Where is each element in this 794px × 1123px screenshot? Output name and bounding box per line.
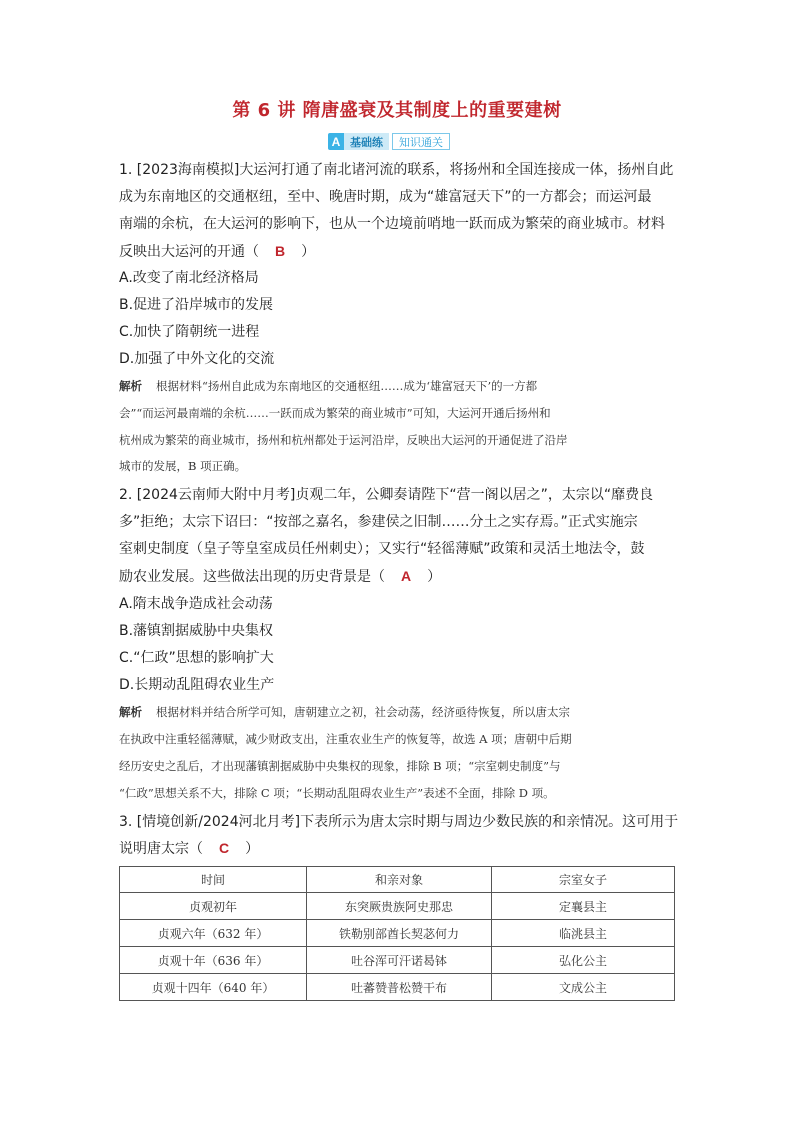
q1-line: 反映出大运河的开通（ [119,244,259,260]
table-cell: 贞观初年 [120,893,307,920]
q1-analysis-line [119,378,537,394]
table-cell: 吐蕃赞普松赞干布 [307,974,492,1001]
table-cell: 贞观六年（632 年） [120,920,307,947]
table-header: 和亲对象 [307,867,492,893]
q2-analysis-line: “仁政”思想关系不大，排除 C 项；“长期动乱阻碍农业生产”表述不全面，排除 D 项。 [119,786,555,800]
q2-answer: A [401,568,412,584]
q1-analysis-line: 城市的发展，B 项正确。 [119,459,247,473]
q2-analysis-label: 解析 [119,705,142,719]
q2-analysis-line [119,704,570,720]
q2-line: 室刺史制度（皇子等皇室成员任州刺史）；又实行“轻徭薄赋”政策和灵活土地法令，鼓 [119,541,645,557]
table-header-row [120,867,675,893]
table-header: 宗室女子 [492,867,675,893]
q2-option-a: A.隋末战争造成社会动荡 [119,596,273,612]
table-cell: 铁勒别部酋长契苾何力 [307,920,492,947]
table-row [120,947,675,974]
q1-line: 1. [2023海南模拟]大运河打通了南北诸河流的联系，将扬州和全国连接成一体，扬州自此 [119,162,674,178]
badge-label-basic: 基础练 [344,133,389,150]
q2-close: ） [427,569,442,585]
q2-line: 多”拒绝；太宗下诏曰：“按部之嘉名，参建侯之旧制……分土之实存焉。”正式实施宗 [119,514,638,530]
table-cell: 贞观十四年（640 年） [120,974,307,1001]
table-header: 时间 [120,867,307,893]
table-row [120,974,675,1001]
q1-analysis-line: 杭州成为繁荣的商业城市，扬州和杭州都处于运河沿岸，反映出大运河的开通促进了沿岸 [119,433,568,447]
q1-option-a: A.改变了南北经济格局 [119,270,259,286]
table-cell: 弘化公主 [492,947,675,974]
q1-analysis-line: 会”“而运河最南端的余杭……一跃而成为繁荣的商业城市”可知，大运河开通后扬州和 [119,406,551,420]
q1-analysis-label: 解析 [119,379,142,393]
q1-option-d: D.加强了中外文化的交流 [119,351,275,367]
badge-letter: A [328,133,344,150]
q3-line: 说明唐太宗（ [119,841,203,857]
q2-option-c: C.“仁政”思想的影响扩大 [119,650,274,666]
table-cell: 临洮县主 [492,920,675,947]
q3-answer: C [219,840,230,856]
q1-answer: B [275,243,286,259]
table-cell: 东突厥贵族阿史那忠 [307,893,492,920]
q3-close: ） [245,841,260,857]
q2-analysis-line: 经历安史之乱后，才出现藩镇割据威胁中央集权的现象，排除 B 项；“宗室刺史制度”与 [119,759,561,773]
table-cell: 文成公主 [492,974,675,1001]
q1-close: ） [301,244,316,260]
q2-analysis-line: 在执政中注重轻徭薄赋，减少财政支出，注重农业生产的恢复等，故选 A 项；唐朝中后期 [119,732,572,746]
q2-stem-end [119,567,441,586]
q2-option-b: B.藩镇割据威胁中央集权 [119,623,274,639]
table-cell: 吐谷浑可汗诺曷钵 [307,947,492,974]
marriage-table [119,866,675,1001]
q3-stem-end [119,839,259,858]
page-title: 第 6 讲 隋唐盛衰及其制度上的重要建树 [232,100,562,121]
q2-option-d: D.长期动乱阻碍农业生产 [119,677,275,693]
q3-line: 3. [情境创新/2024河北月考]下表所示为唐太宗时期与周边少数民族的和亲情况。这可用于 [119,814,679,830]
badge-label-knowledge: 知识通关 [392,133,450,150]
section-badge [328,133,450,150]
q1-option-b: B.促进了沿岸城市的发展 [119,297,274,313]
q1-line: 成为东南地区的交通枢纽，至中、晚唐时期，成为“雄富冠天下”的一方都会；而运河最 [119,189,652,205]
table-row [120,920,675,947]
q1-stem-end [119,242,315,261]
table-cell: 贞观十年（636 年） [120,947,307,974]
q1-analysis-text: 根据材料“扬州自此成为东南地区的交通枢纽……成为‘雄富冠天下’的一方都 [156,379,538,393]
table-cell: 定襄县主 [492,893,675,920]
q2-line: 2. [2024云南师大附中月考]贞观二年，公卿奏请陛下“营一阁以居之”，太宗以“靡费良 [119,487,654,503]
q2-analysis-text: 根据材料并结合所学可知，唐朝建立之初，社会动荡，经济亟待恢复，所以唐太宗 [156,705,570,719]
q2-line: 励农业发展。这些做法出现的历史背景是（ [119,569,385,585]
q1-line: 南端的余杭，在大运河的影响下，也从一个边境前哨地一跃而成为繁荣的商业城市。材料 [119,216,665,232]
table-row [120,893,675,920]
q1-option-c: C.加快了隋朝统一进程 [119,324,260,340]
